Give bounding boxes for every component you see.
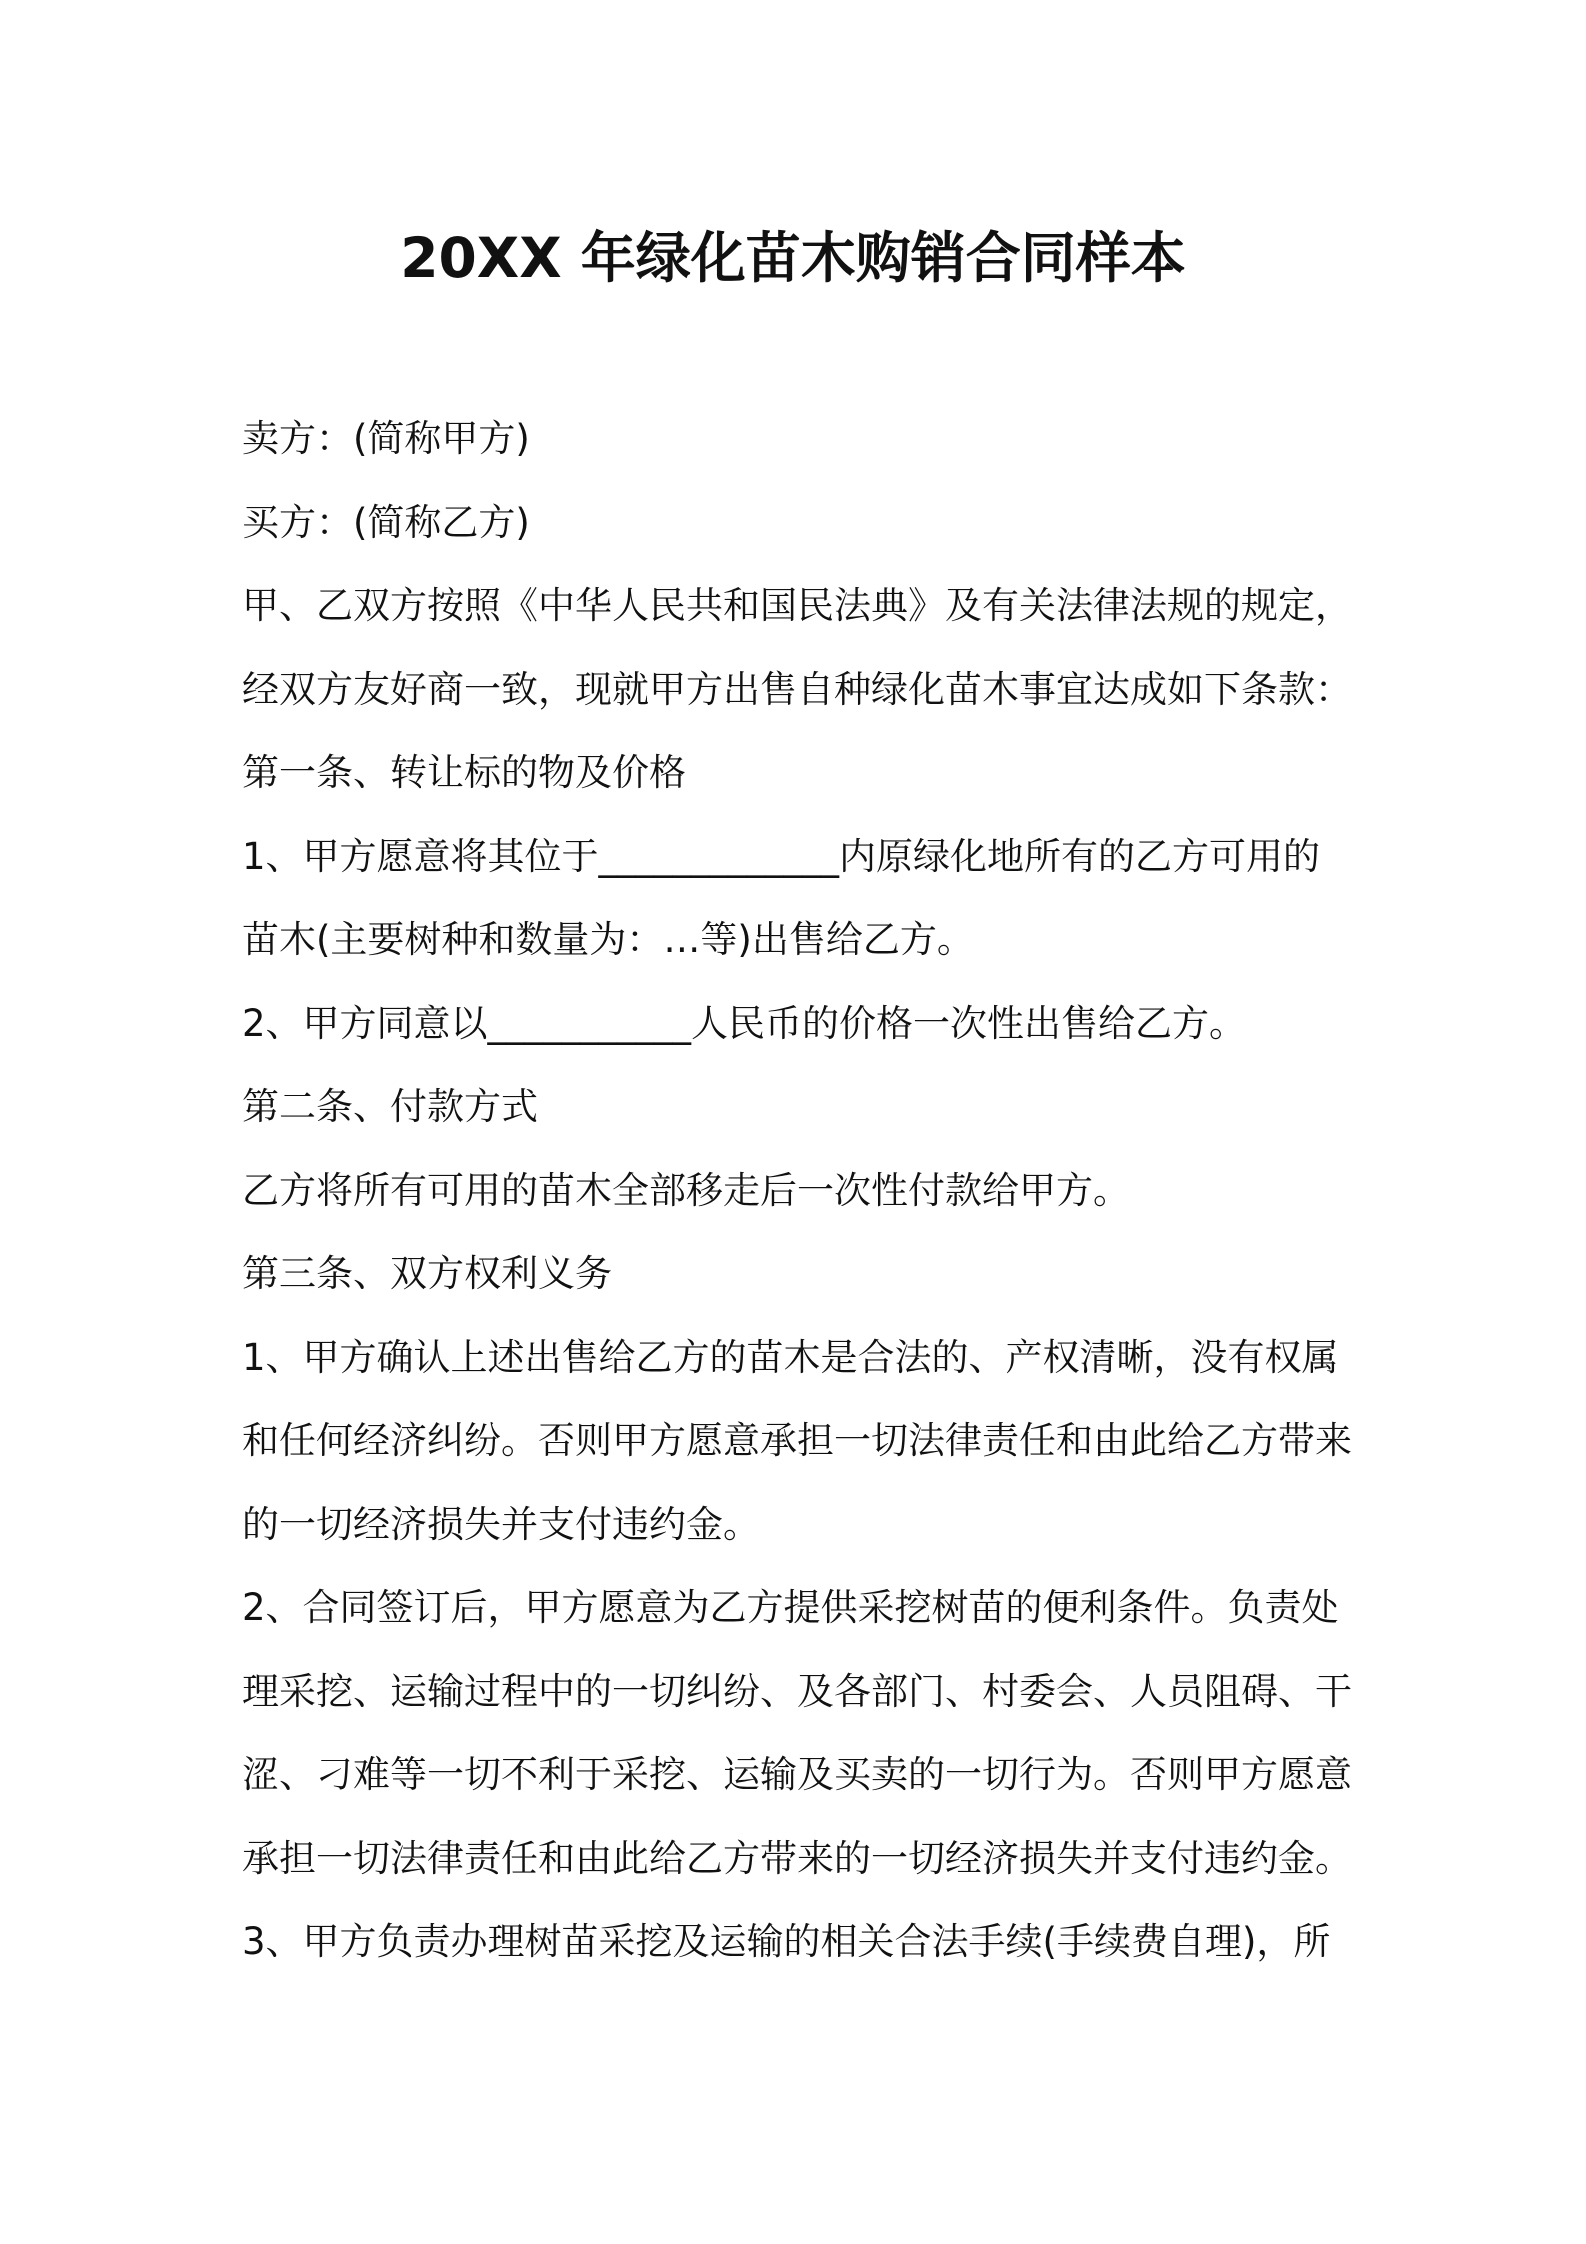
article-2-text: 乙方将所有可用的苗木全部移走后一次性付款给甲方。 xyxy=(242,1168,1130,1212)
article-3-clause-2-line-1: 2、合同签订后，甲方愿意为乙方提供采挖树苗的便利条件。负责处 xyxy=(242,1586,1339,1629)
preamble-line-1: 甲、乙双方按照《中华人民共和国民法典》及有关法律法规的规定， xyxy=(242,584,1352,627)
article-1-clause-1-line-1: 1、甲方愿意将其位于_____________内原绿化地所有的乙方可用的 xyxy=(242,834,1321,878)
document-title: 20XX 年绿化苗木购销合同样本 xyxy=(400,226,1186,290)
article-3-clause-1-line-1: 1、甲方确认上述出售给乙方的苗木是合法的、产权清晰，没有权属 xyxy=(242,1335,1339,1379)
article-3-clause-2-line-3: 涩、刁难等一切不利于采挖、运输及买卖的一切行为。否则甲方愿意 xyxy=(242,1753,1352,1796)
article-1-clause-2: 2、甲方同意以___________人民币的价格一次性出售给乙方。 xyxy=(242,1001,1247,1045)
article-3-clause-2-line-4: 承担一切法律责任和由此给乙方带来的一切经济损失并支付违约金。 xyxy=(242,1836,1352,1880)
article-3-clause-1-line-3: 的一切经济损失并支付违约金。 xyxy=(242,1502,760,1546)
article-1-clause-1-line-2: 苗木(主要树种和数量为：…等)出售给乙方。 xyxy=(242,918,974,961)
article-3-clause-1-line-2: 和任何经济纠纷。否则甲方愿意承担一切法律责任和由此给乙方带来 xyxy=(242,1419,1352,1462)
document-body xyxy=(242,397,1362,1984)
article-3-heading: 第三条、双方权利义务 xyxy=(242,1252,612,1295)
seller-line: 卖方：(简称甲方) xyxy=(242,417,530,460)
preamble-line-2: 经双方友好商一致，现就甲方出售自种绿化苗木事宜达成如下条款： xyxy=(242,667,1352,711)
article-3-clause-3-line-1: 3、甲方负责办理树苗采挖及运输的相关合法手续(手续费自理)，所 xyxy=(242,1920,1331,1963)
article-2-heading: 第二条、付款方式 xyxy=(242,1085,538,1128)
article-1-heading: 第一条、转让标的物及价格 xyxy=(242,751,686,794)
article-3-clause-2-line-2: 理采挖、运输过程中的一切纠纷、及各部门、村委会、人员阻碍、干 xyxy=(242,1669,1352,1713)
buyer-line: 买方：(简称乙方) xyxy=(242,500,530,544)
